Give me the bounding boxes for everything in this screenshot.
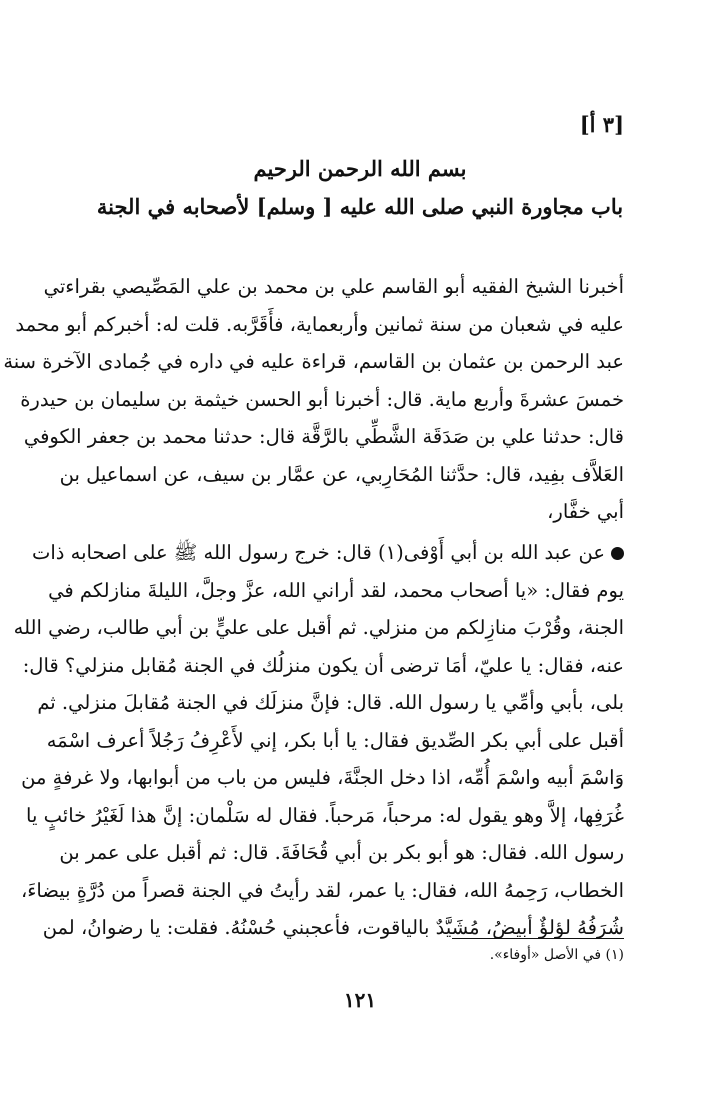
page-number: ١٢١ [343,988,377,1012]
text-line: قال: حدثنا علي بن صَدَقَة الشَّطِّي بالرَّقَّة قال: حدثنا محمد بن جعفر الكوفي [23,425,624,448]
text-line: يوم فقال: «يا أصحاب محمد، لقد أراني الله، عزَّ وجلَّ، الليلةَ منازلكم في [48,578,624,602]
basmala-heading: بسم الله الرحمن الرحيم [253,156,467,181]
paragraph-isnad [3,268,624,531]
text-line: عليه في شعبان من سنة ثمانين وأربعماية، فأَقَرَّبه. قلت له: أخبركم أبو محمد [15,312,624,336]
text-line: وَاسْمَ أبيه واسْمَ أُمِّه، اذا دخل الجنَّةَ، فليس من باب من أبوابها، ولا غرفةٍ من [21,766,624,789]
text-line: أقبل على أبي بكر الصِّديق فقال: يا أبا بكر، إني لأَعْرِفُ رَجُلاً أعرف اسْمَه [46,728,624,752]
text-line: غُرَفِها، إلاَّ وهو يقول له: مرحباً، مَرحباً. فقال له سَلْمان: إنَّ هذا لَغَيْرُ خائبٍ يا [26,803,624,827]
text-line: شُرَفُهُ لؤلؤٌ أبيضُ، مُشَيَّدٌ بالياقوت، فأعجبني حُسْنُهُ. فقلت: يا رضوانُ، لمن [42,916,624,939]
folio-marker: [٣ أ] [579,112,624,137]
text-line: أبي خفَّار، [547,500,624,523]
text-line: عبد الرحمن بن عثمان بن القاسم، قراءة عليه في داره في جُمادى الآخرة سنة [3,350,624,373]
chapter-title: باب مجاورة النبي صلى الله عليه [ وسلم] لأصحابه في الجنة [96,194,624,219]
text-line: عن عبد الله بن أبي أَوْفى(١) قال: خرج رسول الله ﷺ على اصحابه ذات [32,541,605,564]
text-line: العَلاَّف بفِيد، قال: حدَّثنا المُحَارِبي، عن عمَّار بن سيف، عن اسماعيل بن [59,462,624,486]
text-line: الخطاب، رَحِمهُ الله، فقال: يا عمر، لقد رأيتُ في الجنة قصراً من دُرَّةٍ بيضاءَ، [20,878,624,902]
text-line: الجنة، وقُرْبَ منازِلكم من منزلي. ثم أقبل على عليٍّ بن أبي طالب، رضي الله [13,616,624,639]
text-line: أخبرنا الشيخ الفقيه أبو القاسم علي بن محمد بن علي المَصِّيصي بقراءتي [43,275,624,298]
text-line: عنه، فقال: يا عليّ، أمَا ترضى أن يكون منزلُك في الجنة مُقابل منزلي؟ قال: [22,653,624,677]
text-line-with-bullet [32,534,624,572]
text-line: رسول الله. فقال: هو أبو بكر بن أبي قُحَافَةَ. قال: ثم أقبل على عمر بن [59,841,624,864]
paragraph-hadith [13,534,624,947]
footnote-divider [452,938,624,939]
text-line: خمسَ عشرةَ وأربع ماية. قال: أخبرنا أبو الحسن خيثمة بن سليمان بن حيدرة [20,387,624,411]
text-line: بلى، بأبي وأمِّي يا رسول الله. قال: فإنَّ منزلَك في الجنة مُقابلَ منزلي. ثم [37,691,624,714]
bullet-icon [611,547,624,560]
footnote: (١) في الأصل «أوفاء». [489,947,624,963]
